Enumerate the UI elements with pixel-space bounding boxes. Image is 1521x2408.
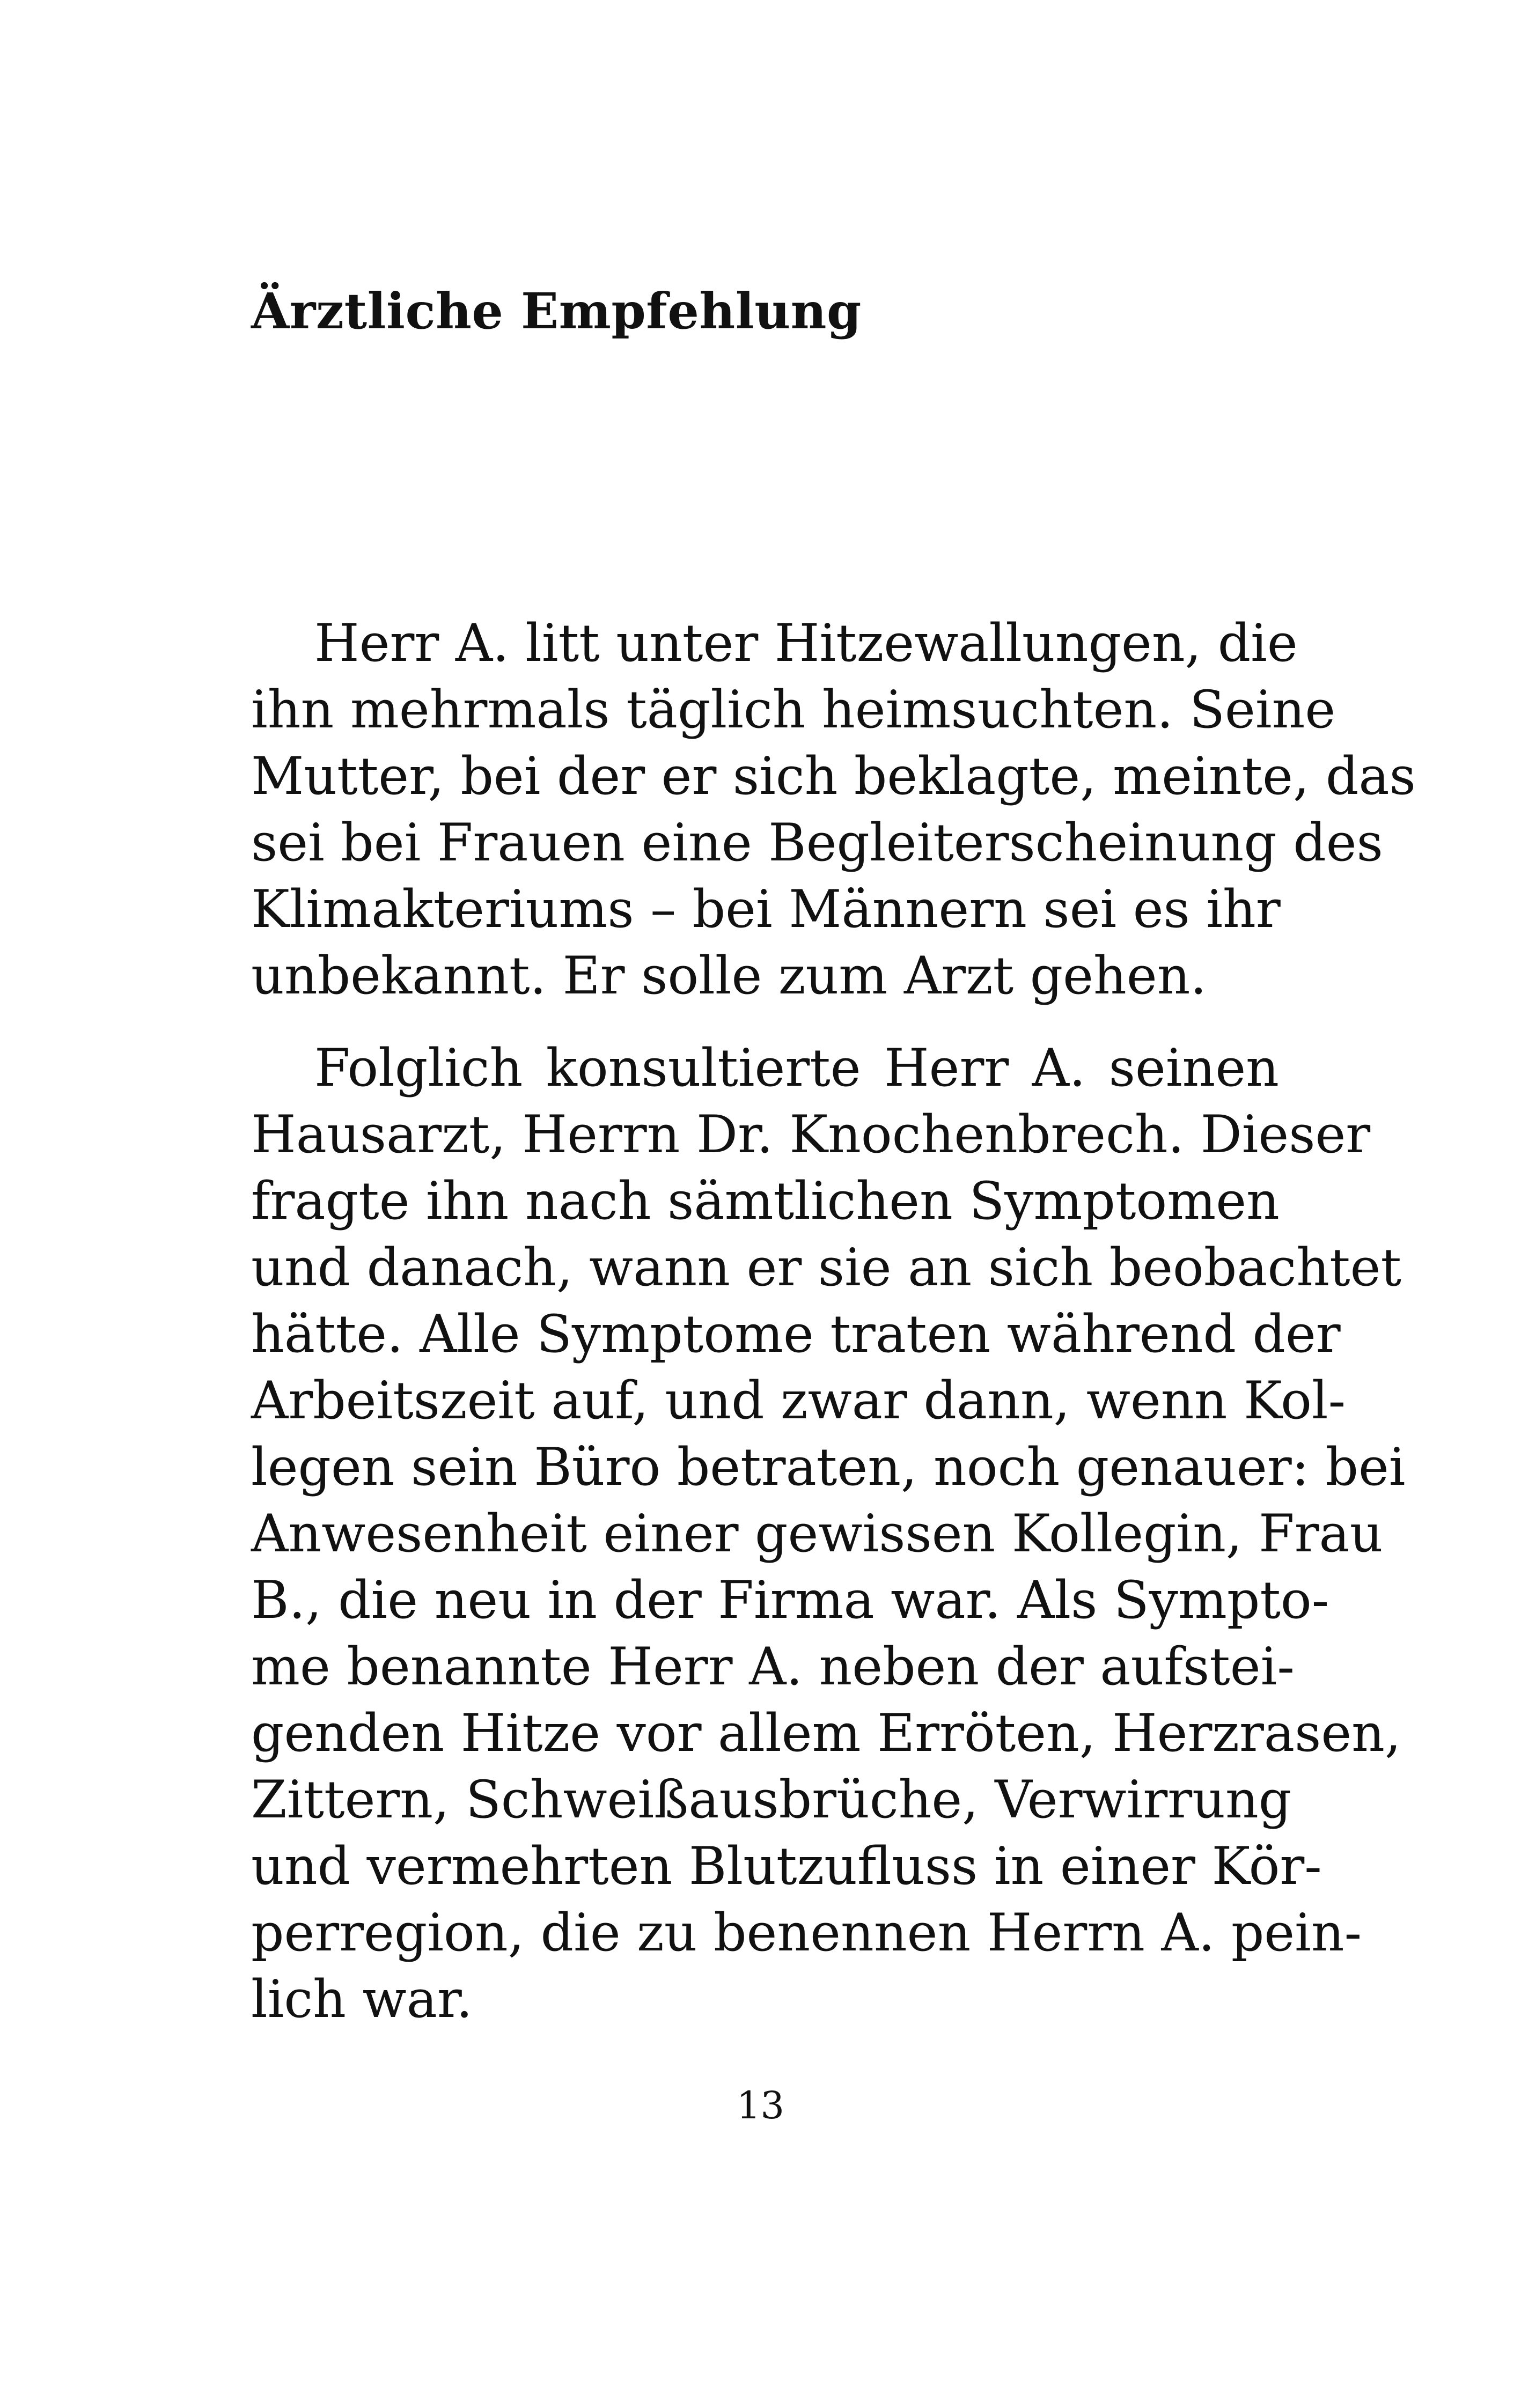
text-line: Hausarzt, Herrn Dr. Knochenbrech. Dieser [251,1104,1371,1165]
page-number: 13 [736,2083,785,2127]
text-line: legen sein Büro betraten, noch genauer: bei [251,1437,1406,1497]
text-line: Herr A. litt unter Hitzewallungen, die [314,613,1298,673]
text-line: und vermehrten Blutzufluss in einer Kör- [251,1836,1322,1896]
text-line: fragte ihn nach sämtlichen Symptomen [251,1171,1280,1231]
text-line: Klimakteriums – bei Männern sei es ihr [251,879,1281,939]
text-line: lich war. [251,1969,473,2029]
text-line: me benannte Herr A. neben der aufstei- [251,1637,1295,1697]
text-line: perregion, die zu benennen Herrn A. pein- [251,1903,1362,1963]
text-line: hätte. Alle Symptome traten während der [251,1304,1341,1364]
text-line: Zittern, Schweißausbrüche, Verwirrung [251,1770,1292,1830]
paragraph-gap [251,1009,1279,1035]
paragraph-1 [251,610,1416,1009]
text-line: Arbeitszeit auf, und zwar dann, wenn Kol- [251,1371,1346,1431]
text-line: und danach, wann er sie an sich beobachtet [251,1238,1402,1298]
text-line: ihn mehrmals täglich heimsuchten. Seine [251,680,1336,740]
text-line: sei bei Frauen eine Begleiterscheinung des [251,813,1383,873]
text-line: Mutter, bei der er sich beklagte, meinte, das [251,746,1416,806]
text-line: genden Hitze vor allem Erröten, Herzrasen, [251,1703,1401,1763]
page-title: Ärztliche Empfehlung [251,282,862,340]
body-text [251,610,1416,2033]
text-line: Anwesenheit einer gewissen Kollegin, Frau [251,1504,1383,1564]
text-line: B., die neu in der Firma war. Als Sympto- [251,1570,1329,1630]
text-line: Folglich konsultierte Herr A. seinen [314,1038,1279,1098]
text-line: unbekannt. Er solle zum Arzt gehen. [251,946,1207,1006]
paragraph-2 [251,1035,1406,2033]
